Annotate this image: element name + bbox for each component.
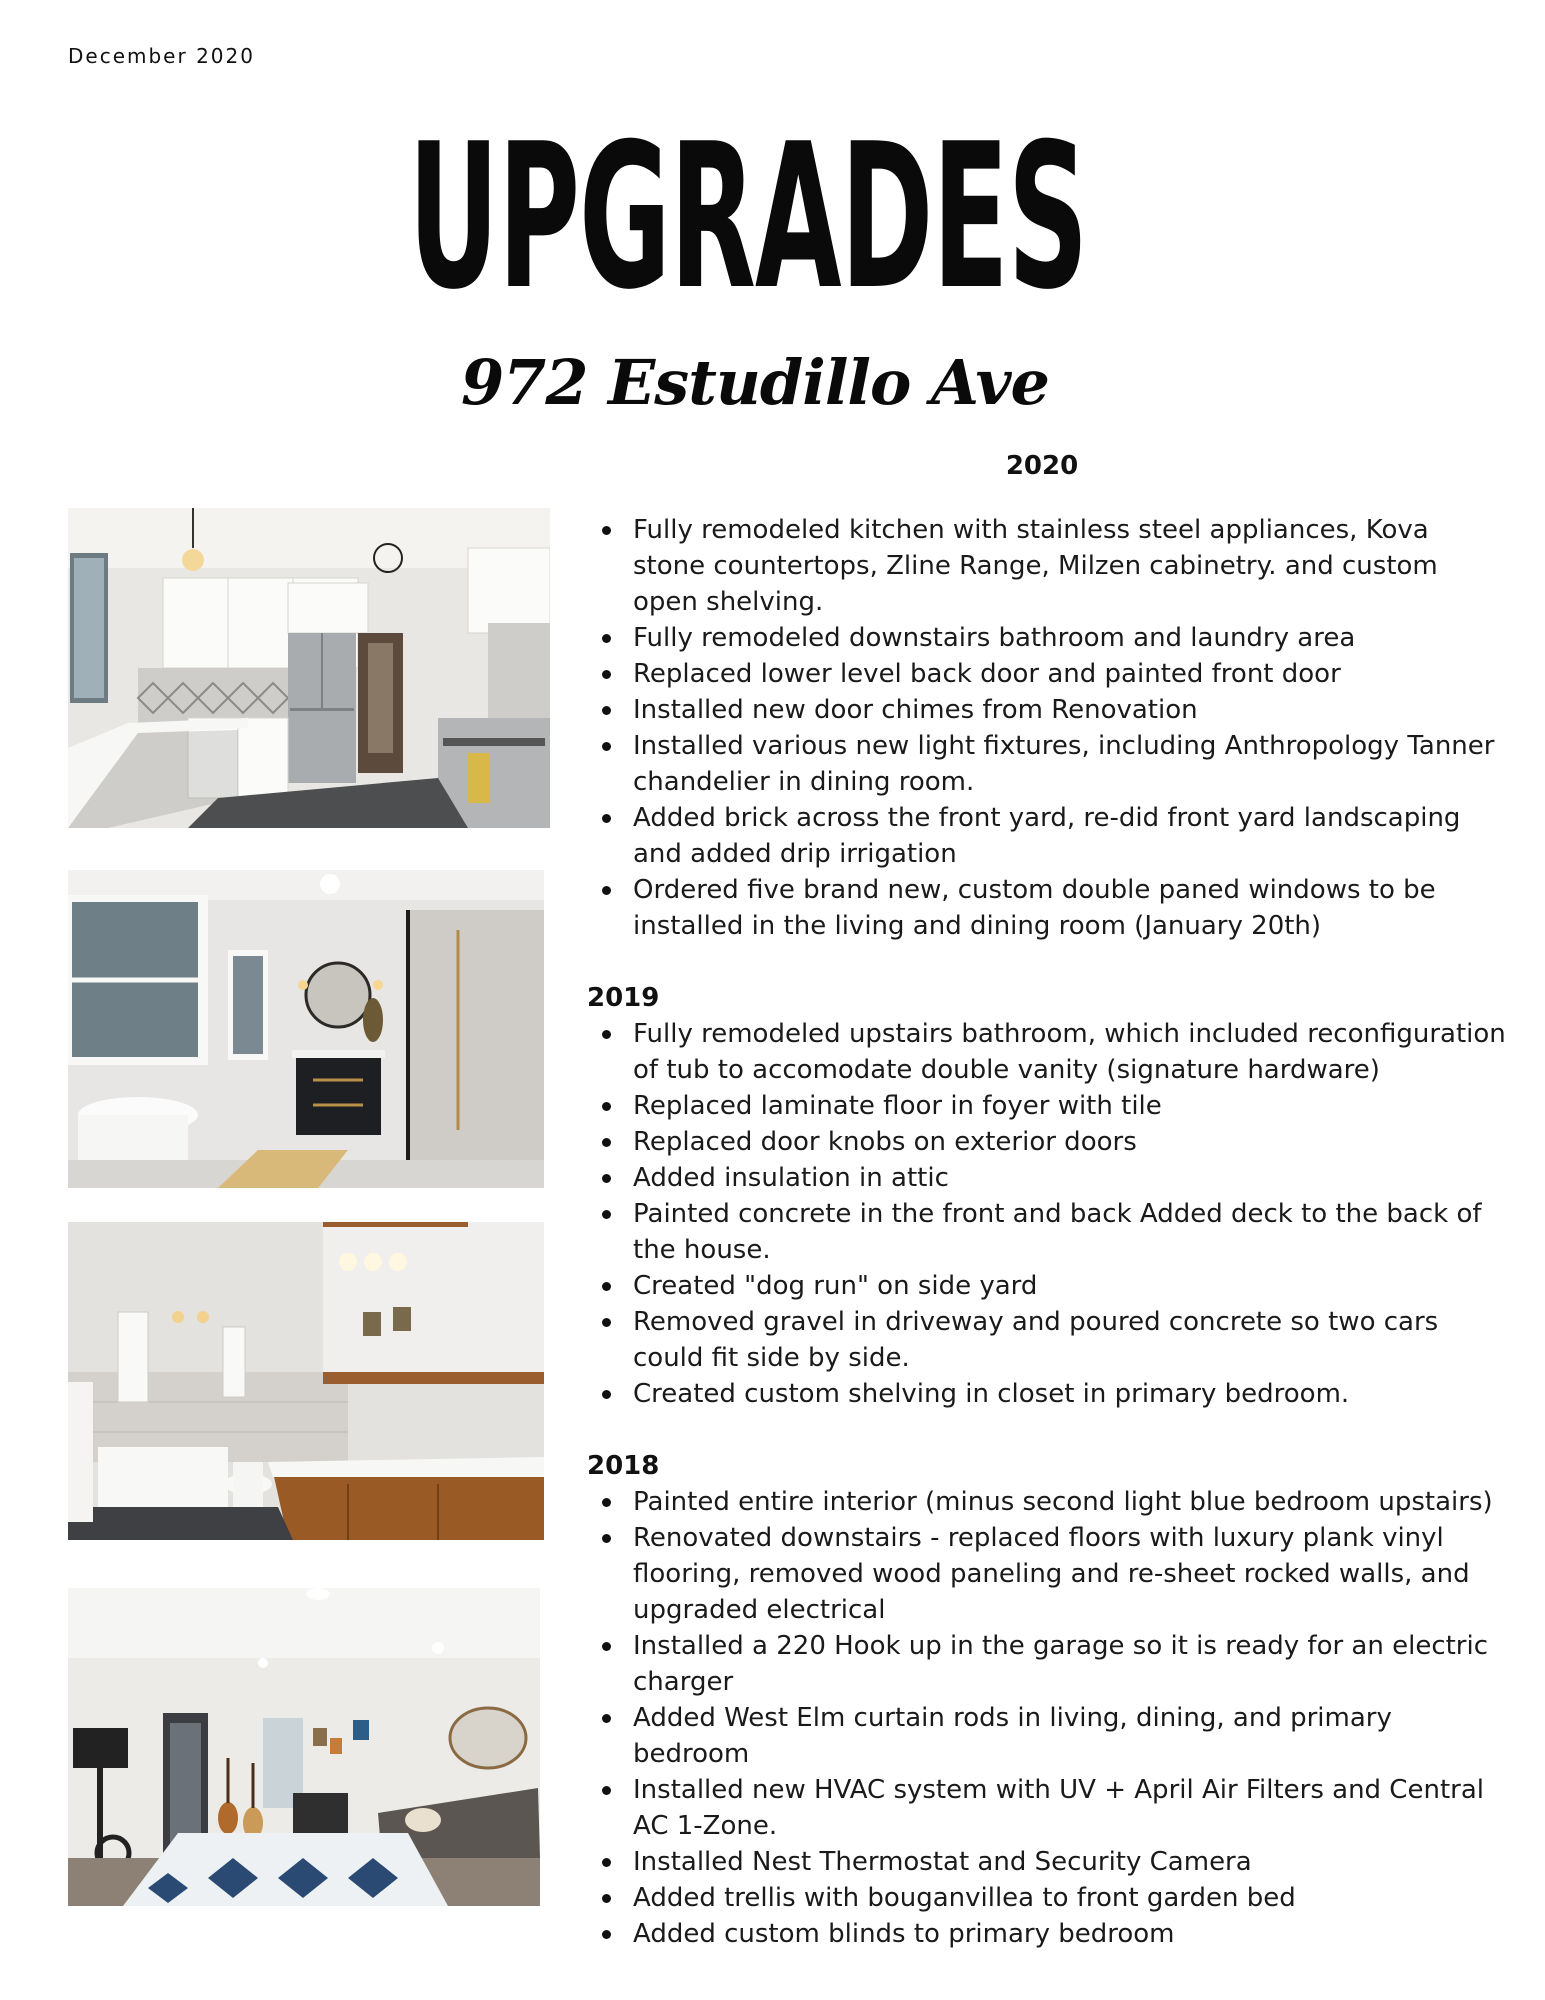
list-item: Created "dog run" on side yard [587,1268,1507,1304]
section-2020 [587,448,1507,944]
list-item: Fully remodeled downstairs bathroom and laundry area [587,620,1507,656]
section-2019 [587,980,1507,1412]
list-item: Installed new door chimes from Renovation [587,692,1507,728]
year-heading-2020: 2020 [1005,451,1079,481]
list-item: Installed a 220 Hook up in the garage so it is ready for an electric charger [587,1628,1507,1700]
items-2018 [587,1484,1507,1952]
items-2019 [587,1016,1507,1412]
list-item: Added custom blinds to primary bedroom [587,1916,1507,1952]
upstairs-bathroom-photo [68,870,544,1188]
document-date: December 2020 [68,44,255,68]
list-item: Replaced door knobs on exterior doors [587,1124,1507,1160]
list-item: Installed Nest Thermostat and Security Camera [587,1844,1507,1880]
list-item: Installed new HVAC system with UV + April Air Filters and Central AC 1-Zone. [587,1772,1507,1844]
list-item: Added trellis with bouganvillea to front garden bed [587,1880,1507,1916]
list-item: Renovated downstairs - replaced floors with luxury plank vinyl flooring, removed wood paneling and re-sheet rocked walls, and upgraded electrical [587,1520,1507,1628]
downstairs-room-photo [68,1588,540,1906]
year-heading-2019: 2019 [587,983,660,1013]
primary-bathroom-photo [68,1222,544,1540]
kitchen-photo [68,508,550,828]
list-item: Fully remodeled upstairs bathroom, which included reconfiguration of tub to accomodate double vanity (signature hardware) [587,1016,1507,1088]
list-item: Added brick across the front yard, re-did front yard landscaping and added drip irrigation [587,800,1507,872]
property-address: 972 Estudillo Ave [461,346,1049,419]
list-item: Added insulation in attic [587,1160,1507,1196]
list-item: Replaced laminate floor in foyer with tile [587,1088,1507,1124]
list-item: Replaced lower level back door and painted front door [587,656,1507,692]
list-item: Painted entire interior (minus second light blue bedroom upstairs) [587,1484,1507,1520]
year-heading-2018: 2018 [587,1451,660,1481]
list-item: Painted concrete in the front and back Added deck to the back of the house. [587,1196,1507,1268]
list-item: Ordered five brand new, custom double paned windows to be installed in the living and dining room (January 20th) [587,872,1507,944]
list-item: Created custom shelving in closet in primary bedroom. [587,1376,1507,1412]
upgrades-list [587,448,1507,1952]
list-item: Removed gravel in driveway and poured concrete so two cars could fit side by side. [587,1304,1507,1376]
list-item: Added West Elm curtain rods in living, dining, and primary bedroom [587,1700,1507,1772]
section-2018 [587,1448,1507,1952]
items-2020 [587,512,1507,944]
list-item: Fully remodeled kitchen with stainless steel appliances, Kova stone countertops, Zline Range, Milzen cabinetry. and custom open shelving. [587,512,1507,620]
list-item: Installed various new light fixtures, including Anthropology Tanner chandelier in dining room. [587,728,1507,800]
page-title: UPGRADES [408,101,1088,334]
